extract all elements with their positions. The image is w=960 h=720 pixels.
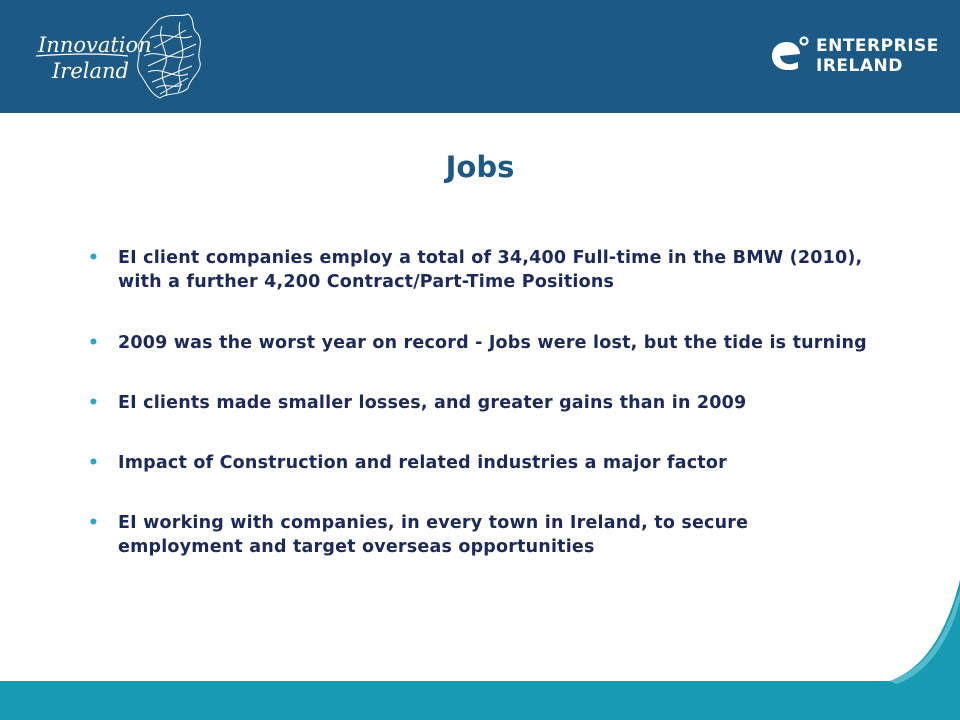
slide-title: Jobs [445, 150, 515, 184]
bullet-text: 2009 was the worst year on record - Jobs were lost, but the tide is turning [118, 333, 867, 353]
innovation-logo-line1: Innovation [38, 33, 152, 57]
bullet-text: EI client companies employ a total of 34,400 Full-time in the BMW (2010), with a further 4,200 Contract/Part-Time Positions [118, 248, 863, 292]
ireland-word: IRELAND [816, 56, 903, 76]
bullet-text: EI clients made smaller losses, and greater gains than in 2009 [118, 393, 747, 413]
bullet-dot-icon: • [88, 333, 100, 353]
bullet-dot-icon: • [88, 393, 100, 413]
bullet-text: EI working with companies, in every town in Ireland, to secure employment and target overseas opportunities [118, 513, 749, 557]
enterprise-word: ENTERPRISE [816, 36, 939, 56]
bullet-text: Impact of Construction and related industries a major factor [118, 453, 727, 473]
bullet-dot-icon: • [88, 513, 100, 533]
innovation-logo-line2: Ireland [52, 59, 129, 83]
bullet-dot-icon: • [88, 453, 100, 473]
bullet-dot-icon: • [88, 248, 100, 268]
